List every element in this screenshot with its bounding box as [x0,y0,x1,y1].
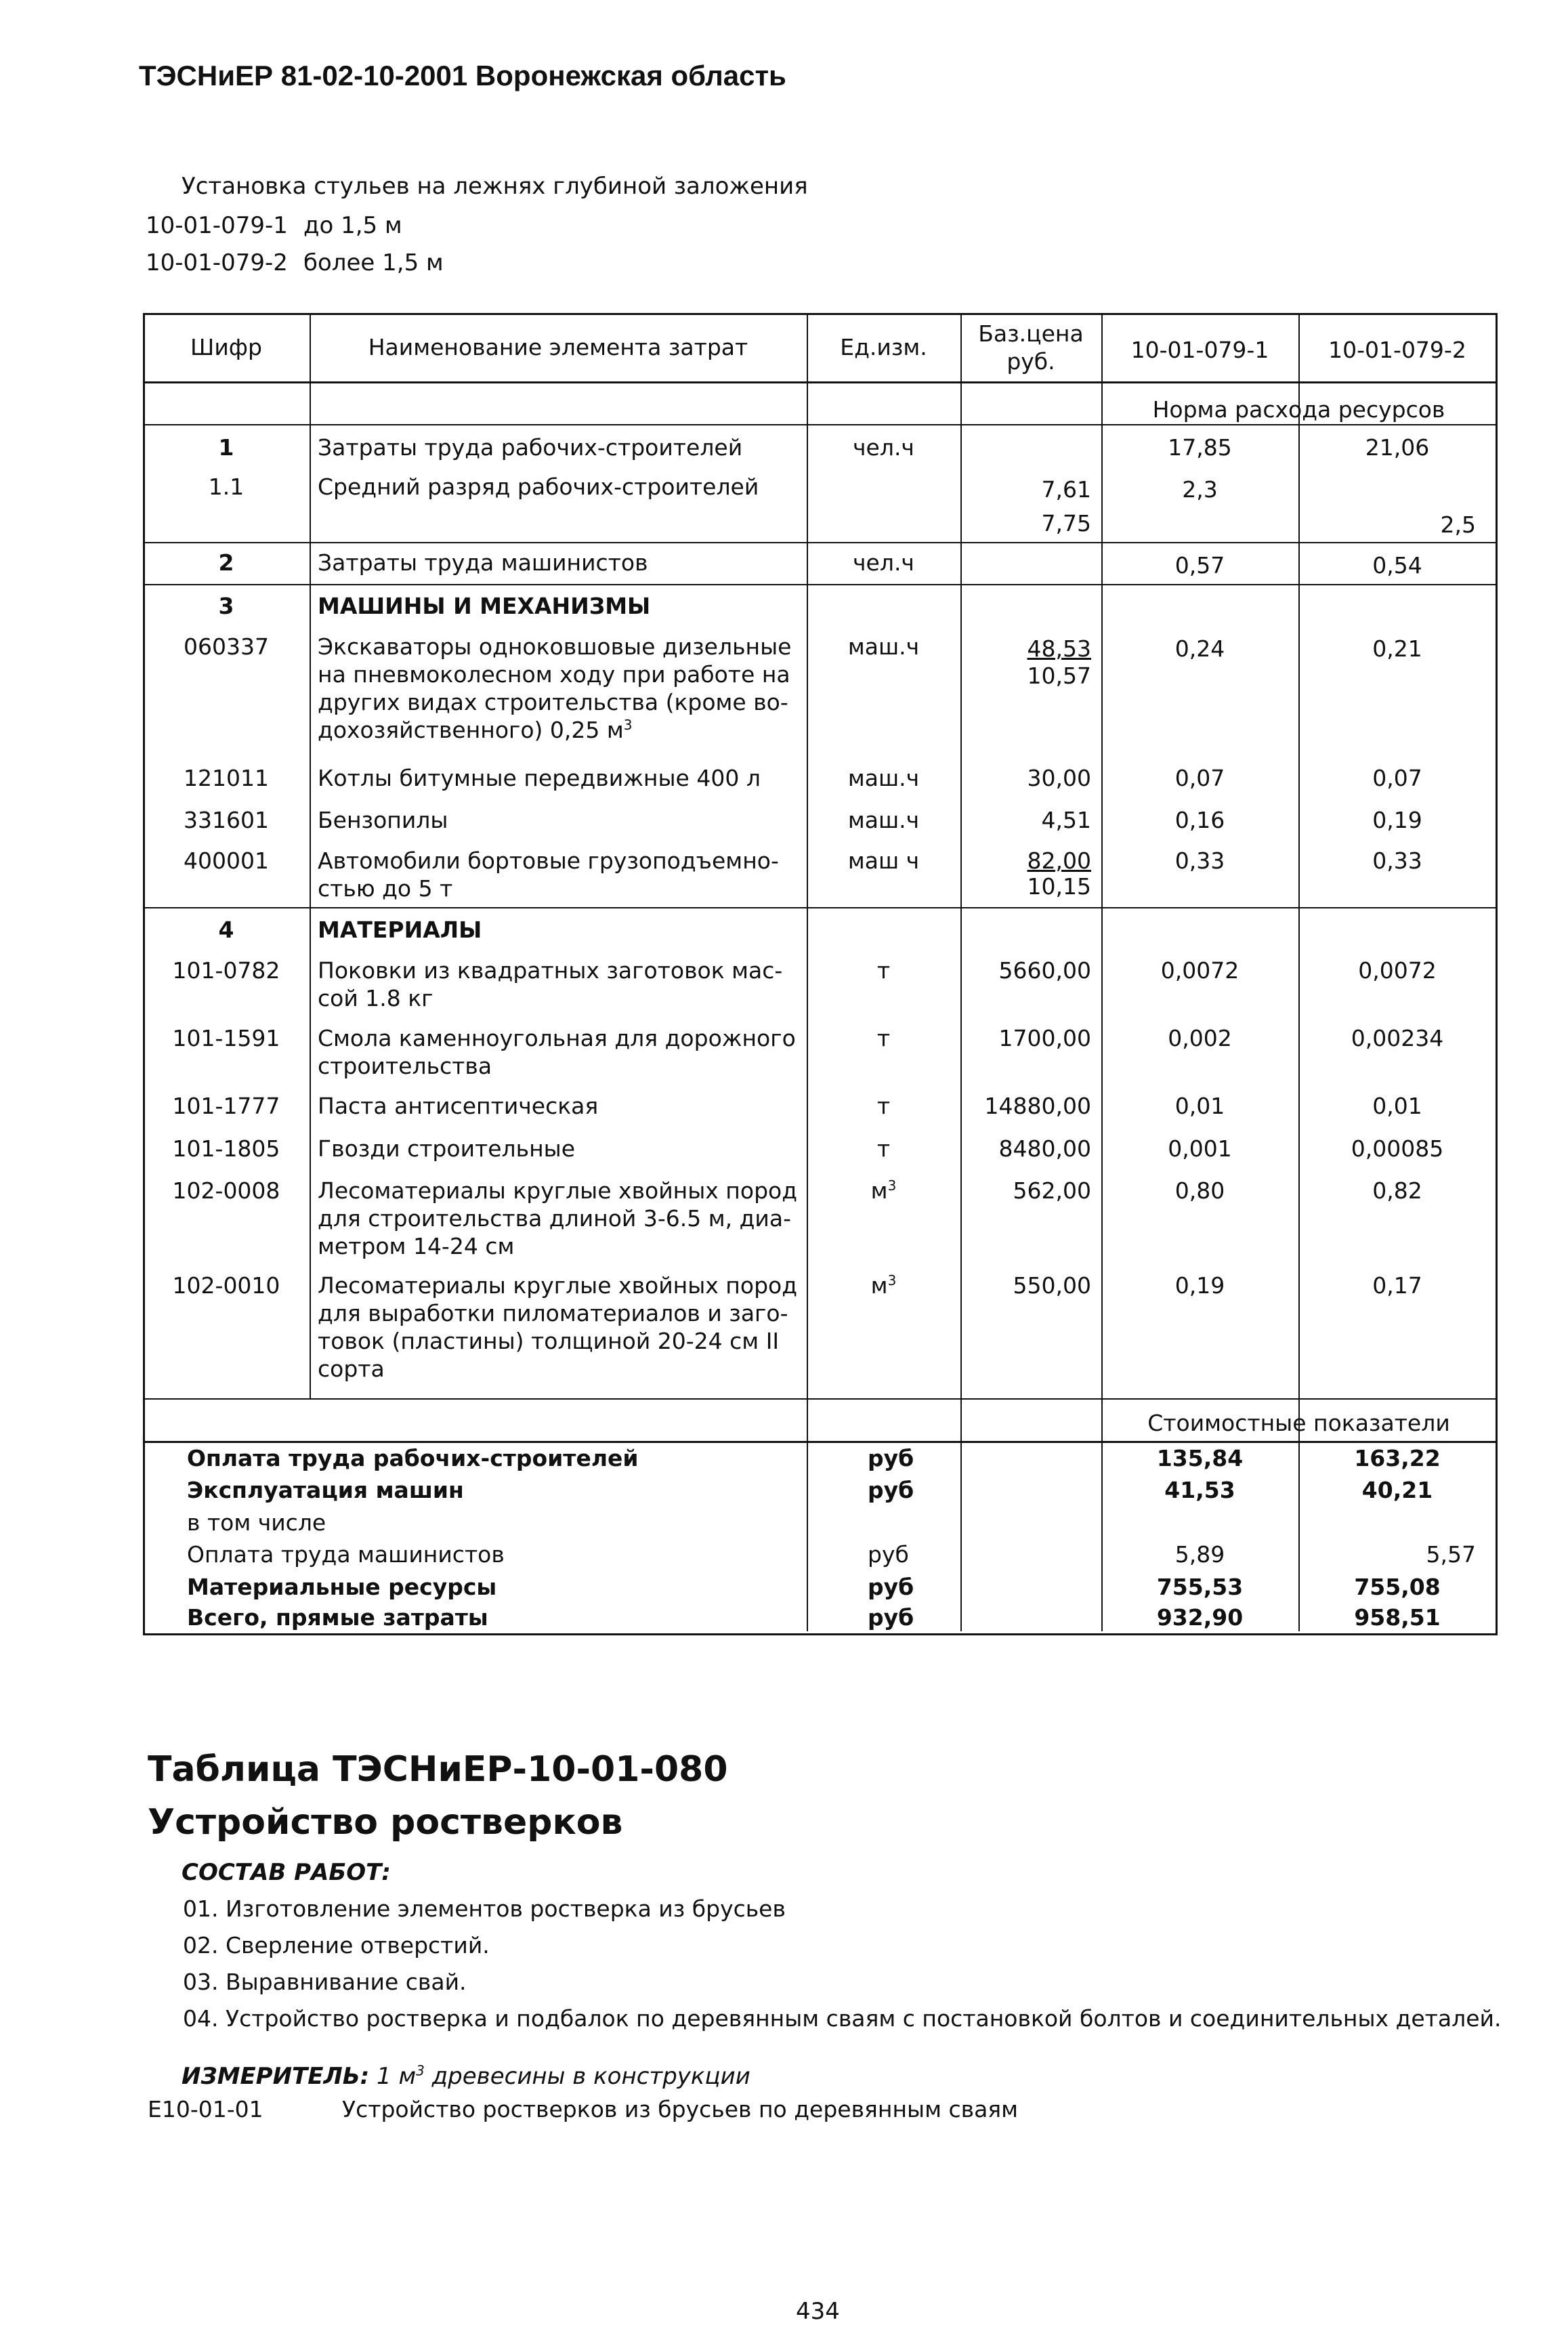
row-name: Бензопилы [318,807,448,833]
row-code: 101-1805 [172,1135,280,1162]
row-code: 2 [218,549,234,576]
row-price: 1700,00 [998,1025,1091,1051]
row-unit: т [876,1025,891,1051]
row-code: 101-1591 [172,1025,280,1051]
row-value-2: 21,06 [1365,434,1430,461]
work-composition-label: СОСТАВ РАБОТ: [182,1859,391,1886]
row-value-1: 0,19 [1174,1272,1225,1299]
cost-value-1: 755,53 [1156,1574,1244,1600]
row-name: Средний разряд рабочих-строителей [318,474,759,500]
row-unit: т [876,1135,891,1162]
row-name: Затраты труда машинистов [318,549,648,576]
row-value-1: 17,85 [1168,434,1232,461]
row-code: 101-1777 [172,1093,280,1119]
row-name: Лесоматериалы круглые хвойных пород для выработки пиломатериалов и заго- товок (пластины) толщиной 20-24 см II сорта [318,1272,798,1382]
row-value-1: 0,16 [1174,807,1225,833]
row-value-2: 0,33 [1372,847,1422,874]
row-value-2: 0,00234 [1351,1025,1444,1051]
row-code: 102-0008 [172,1177,280,1204]
row-name: Экскаваторы одноковшовые дизельные на пневмоколесном ходу при работе на других видах строительства (кроме во- дохозяйственного) 0,25 $м^3$ [318,633,792,743]
entry-code: Е10-01-01 [148,2096,263,2122]
row-value-1: 0,80 [1174,1177,1225,1204]
page-header: ТЭСНиЕР 81-02-10-2001 Воронежская область [139,60,786,91]
row-price: 562,00 [1013,1177,1091,1204]
row-name: Автомобили бортовые грузоподъемно- стью до 5 т [318,847,779,902]
row-price: 14880,00 [984,1093,1091,1119]
cost-value-2: 755,08 [1354,1574,1441,1600]
row-code: 1 [218,434,234,461]
row-unit: маш.ч [847,633,920,660]
row-unit: чел.ч [853,434,914,461]
row-value-2: 0,00085 [1351,1135,1444,1162]
cost-value-1: 5,89 [1174,1541,1225,1568]
row-price: 8480,00 [998,1135,1091,1162]
cost-value-1: 41,53 [1164,1477,1235,1503]
row-unit: т [876,957,891,984]
row-value-1: 0,01 [1174,1093,1225,1119]
row-divider [143,381,1496,383]
row-price: 7,75 [1041,510,1091,537]
row-code: 1.1 [208,474,245,500]
header-name: Наименование элемента затрат [368,334,748,360]
header-price: Баз.цена руб. [978,320,1084,375]
row-value-2: 0,54 [1372,552,1422,579]
cost-value-1: 135,84 [1156,1445,1244,1471]
row-code: 121011 [184,765,269,791]
section-title: МАТЕРИАЛЫ [318,917,482,943]
row-value-2: 0,19 [1372,807,1422,833]
row-code: 331601 [184,807,269,833]
row-name: Смола каменноугольная для дорожного строительства [318,1025,796,1079]
cost-unit: руб [868,1477,914,1503]
intro-value: более 1,5 м [303,249,444,276]
row-price: 30,00 [1027,765,1091,791]
row-value-2: 0,0072 [1358,957,1437,984]
cost-value-2: 5,57 [1426,1541,1476,1568]
row-value-2: 0,07 [1372,765,1422,791]
row-price-bottom: 10,15 [1027,873,1091,900]
row-name: Затраты труда рабочих-строителей [318,434,743,461]
row-unit: маш.ч [847,807,920,833]
row-name: Лесоматериалы круглые хвойных пород для строительства длиной 3-6.5 м, диа- метром 14-24 см [318,1177,798,1259]
measure-label: ИЗМЕРИТЕЛЬ: [182,2063,370,2090]
resource-table [143,313,1496,1634]
intro-title: Установка стульев на лежнях глубиной заложения [182,173,808,200]
header-unit: Ед.изм. [840,334,927,360]
row-name: Котлы битумные передвижные 400 л [318,765,761,791]
row-value-2: 2,5 [1440,511,1476,538]
row-price: 7,61 [1041,476,1091,503]
col-divider [310,313,311,1398]
table-subtitle: Устройство ростверков [148,1802,623,1843]
row-name: Паста антисептическая [318,1093,599,1119]
work-item: 01. Изготовление элементов ростверка из брусьев [183,1895,786,1922]
work-item: 04. Устройство ростверка и подбалок по деревянным сваям с постановкой болтов и соединительных деталей. [183,2005,1502,2032]
measure-line: ИЗМЕРИТЕЛЬ: 1 $м^3$ древесины в конструкции [182,2062,750,2090]
intro-code: 10-01-079-1 [146,212,288,239]
row-price-bottom: 10,57 [1027,663,1091,689]
row-value-1: 0,001 [1168,1135,1232,1162]
row-code: 060337 [184,633,269,660]
row-code: 400001 [184,847,269,874]
cost-name: Материальные ресурсы [187,1574,497,1600]
cost-unit: руб [868,1574,914,1600]
cost-value-1: 932,90 [1156,1604,1244,1631]
row-value-1: 0,24 [1174,635,1225,662]
table-title: Таблица ТЭСНиЕР-10-01-080 [148,1749,728,1790]
row-unit: $м^3$ [870,1177,897,1204]
row-unit: $м^3$ [870,1272,897,1299]
cost-name: Эксплуатация машин [187,1477,464,1503]
row-divider [143,424,1496,425]
row-value-2: 0,01 [1372,1093,1422,1119]
row-value-1: 0,33 [1174,847,1225,874]
row-price: 4,51 [1041,807,1091,833]
row-code: 101-0782 [172,957,280,984]
cost-unit: руб [868,1604,914,1631]
header-col1: 10-01-079-1 [1130,337,1269,363]
row-divider [143,584,1496,585]
row-divider [143,1398,1496,1400]
row-name: Гвозди строительные [318,1135,576,1162]
section-title: МАШИНЫ И МЕХАНИЗМЫ [318,593,651,619]
cost-name: Оплата труда рабочих-строителей [187,1445,639,1471]
intro-value: до 1,5 м [303,212,402,239]
row-name: Поковки из квадратных заготовок мас- сой 1.8 кг [318,957,783,1011]
cost-caption: Стоимостные показатели [1147,1410,1450,1436]
page-number: 434 [796,2298,840,2325]
row-value-1: 0,57 [1174,552,1225,579]
row-value-2: 0,21 [1372,635,1422,662]
row-value-1: 0,07 [1174,765,1225,791]
row-value-1: 0,002 [1168,1025,1232,1051]
norm-caption: Норма расхода ресурсов [1152,396,1445,423]
row-divider [143,907,1496,908]
row-unit: маш ч [847,847,920,874]
intro-code: 10-01-079-2 [146,249,288,276]
work-item: 03. Выравнивание свай. [183,1969,467,1995]
row-price-top: 48,53 [1027,635,1091,662]
header-col2: 10-01-079-2 [1328,337,1466,363]
row-price-top: 82,00 [1027,847,1091,874]
row-value-1: 2,3 [1182,476,1218,503]
row-divider [143,542,1496,543]
cost-unit: руб [868,1445,914,1471]
header-code: Шифр [190,334,262,360]
row-price: 5660,00 [998,957,1091,984]
section-code: 3 [218,593,234,619]
row-unit: маш.ч [847,765,920,791]
entry-description: Устройство ростверков из брусьев по деревянным сваям [342,2096,1019,2122]
cost-name: Оплата труда машинистов [187,1541,505,1568]
cost-value-2: 958,51 [1354,1604,1441,1631]
work-item: 02. Сверление отверстий. [183,1932,490,1959]
row-price: 550,00 [1013,1272,1091,1299]
row-unit: чел.ч [853,549,914,576]
cost-name: в том числе [187,1509,326,1536]
row-code: 102-0010 [172,1272,280,1299]
cost-value-2: 163,22 [1354,1445,1441,1471]
cost-name: Всего, прямые затраты [187,1604,488,1631]
row-value-1: 0,0072 [1160,957,1239,984]
row-value-2: 0,17 [1372,1272,1422,1299]
row-unit: т [876,1093,891,1119]
section-code: 4 [218,917,234,943]
cost-value-2: 40,21 [1361,1477,1433,1503]
row-value-2: 0,82 [1372,1177,1422,1204]
cost-unit: руб [868,1541,909,1568]
row-divider [143,1441,1496,1443]
